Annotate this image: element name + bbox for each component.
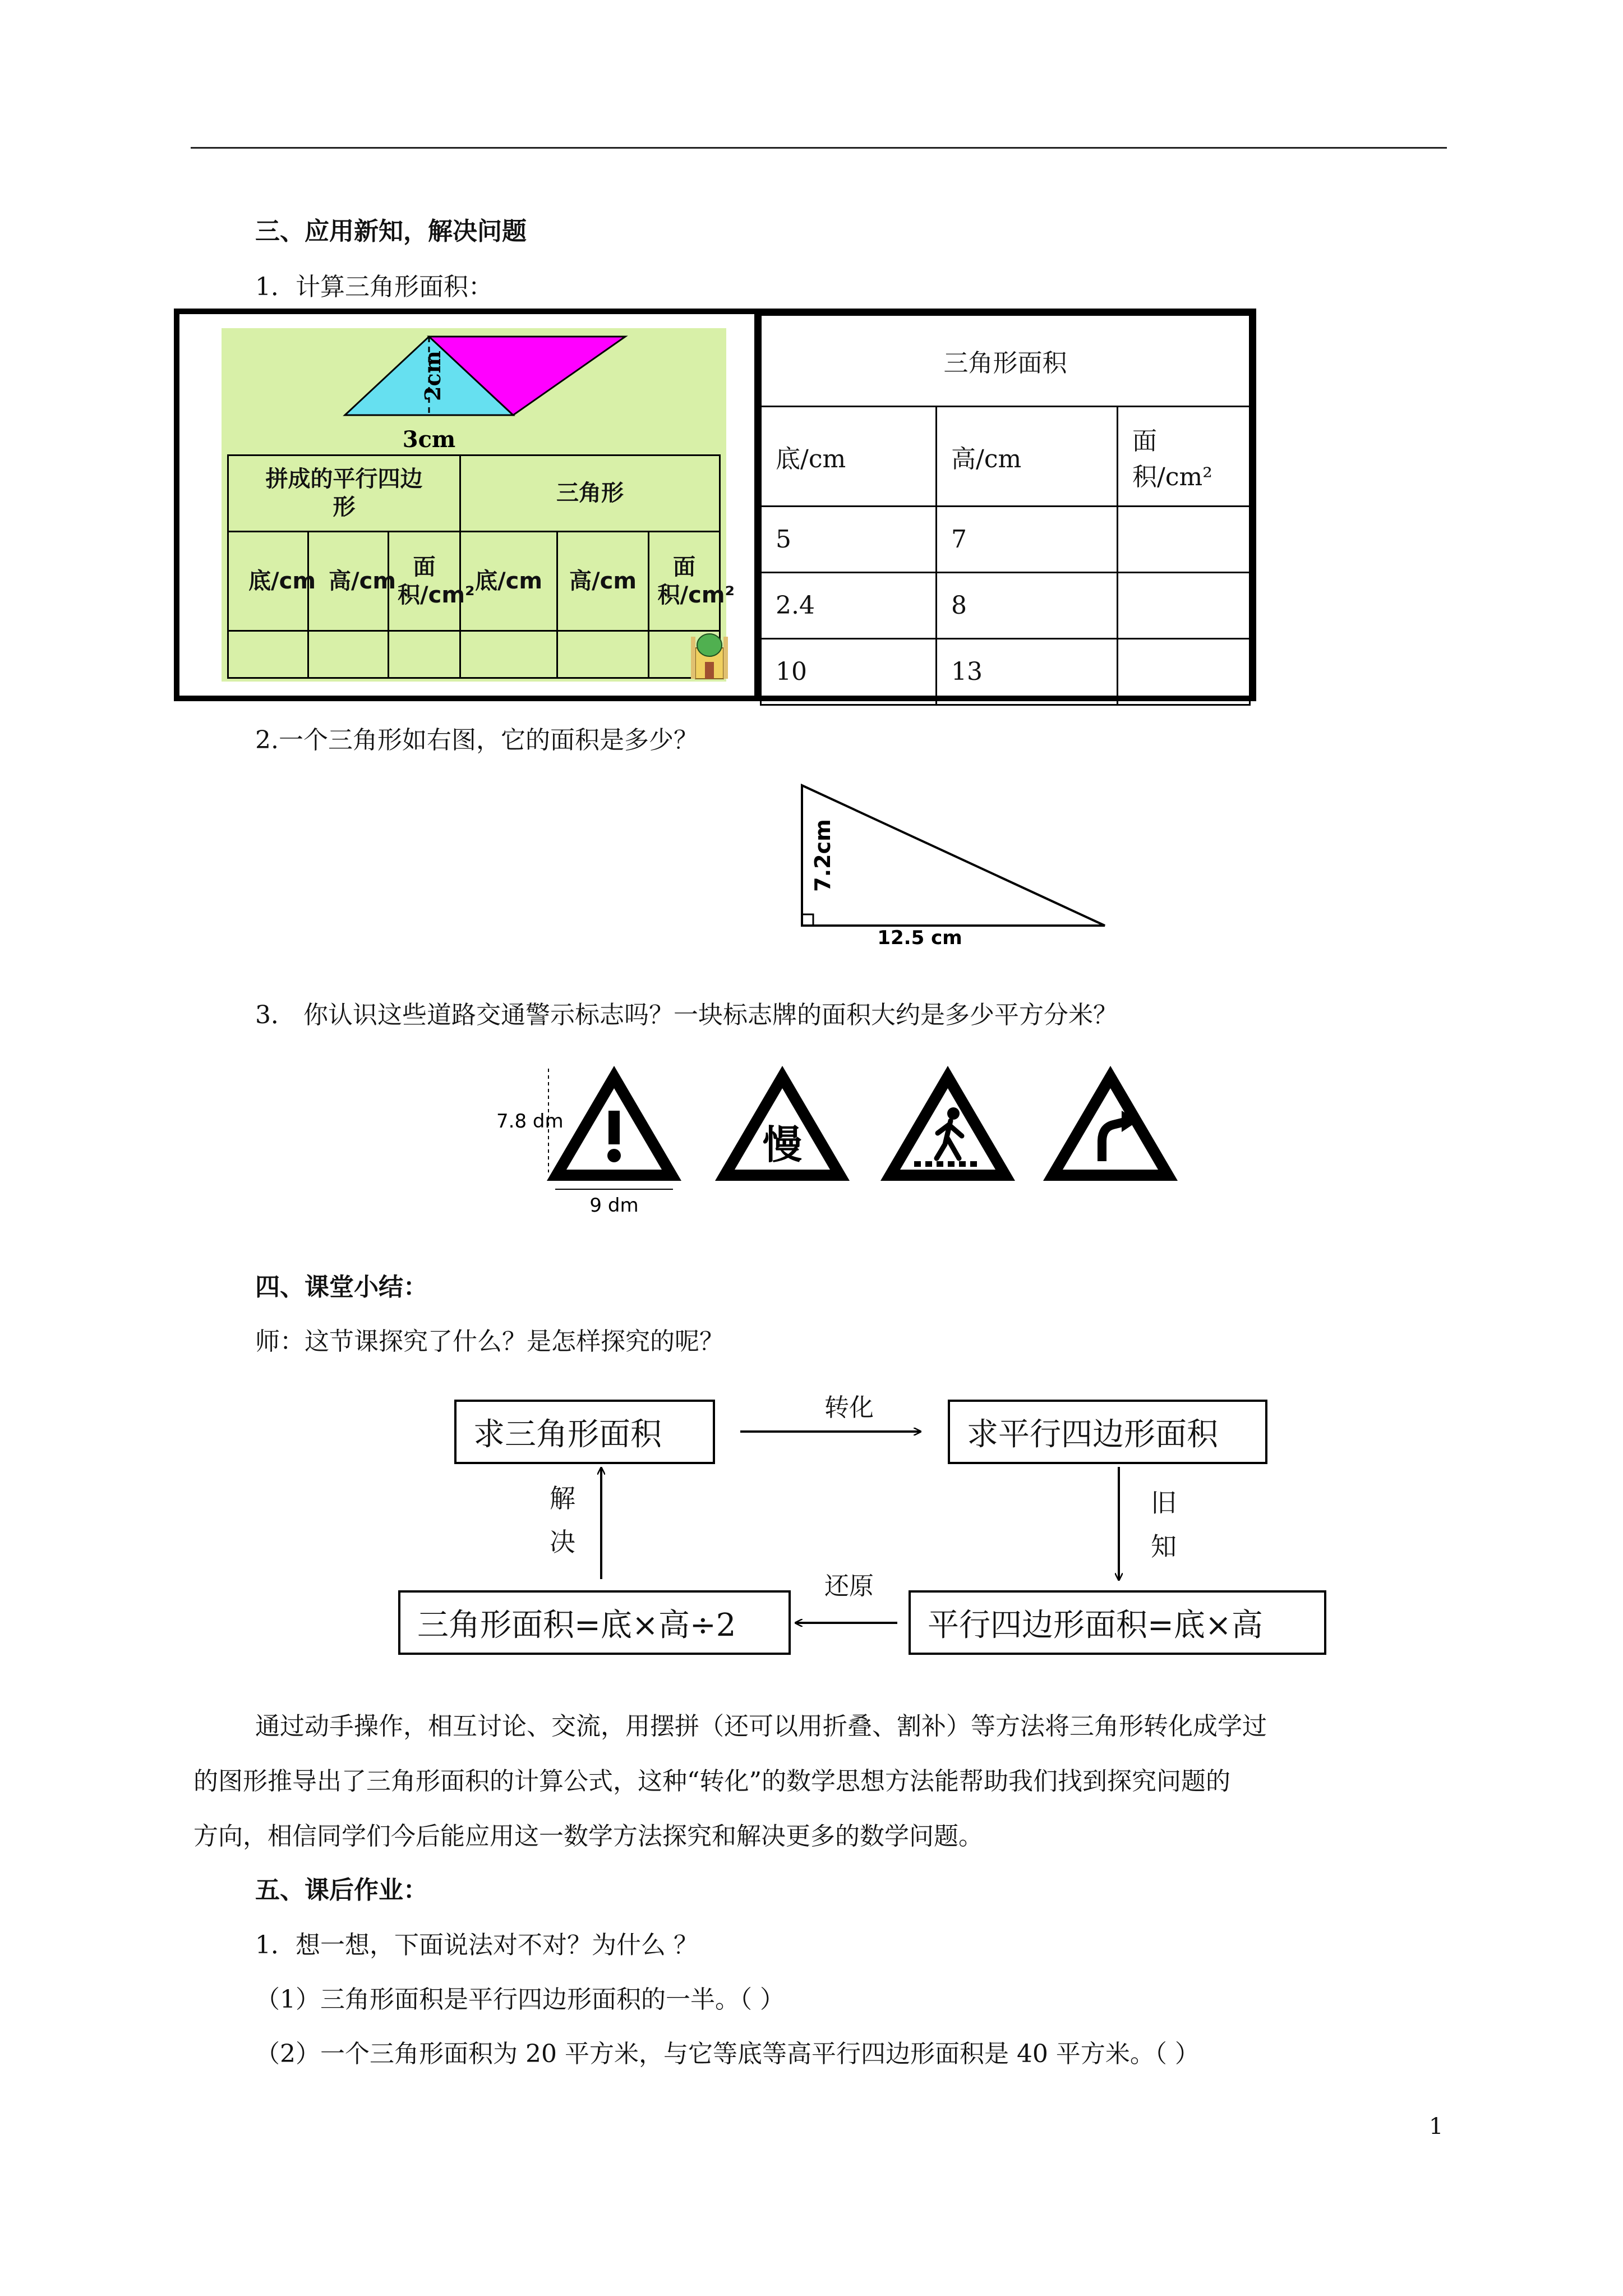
- right-angle-mark: [802, 914, 813, 926]
- exercise1-frame: [174, 309, 1256, 701]
- arrow-label-transform: 转化: [824, 1393, 874, 1422]
- homework-q1: 1．想一想，下面说法对不对？为什么 ？: [255, 1931, 698, 1959]
- warning-pedestrian-crossing-sign-icon: [880, 1066, 1015, 1181]
- flow-box-triangle-area: 求三角形面积: [454, 1400, 715, 1464]
- homework-item1: （1）三角形面积是平行四边形面积的一半。（ ）: [255, 1985, 785, 2014]
- mosque-clipart-icon: [690, 620, 729, 682]
- q3-text: 3． 你认识这些道路交通警示标志吗？一块标志牌的面积大约是多少平方分米？: [255, 1001, 1118, 1029]
- flow-arrows: [0, 1391, 1623, 1660]
- flow-box-parallelogram-formula: 平行四边形面积=底×高: [909, 1590, 1326, 1655]
- col-header: 底/cm: [460, 531, 557, 631]
- table-cell: [1118, 507, 1250, 573]
- right-triangle: [802, 785, 1105, 926]
- table-header: 底/cm: [761, 407, 937, 507]
- col-group-parallelogram: 拼成的平行四边形: [228, 455, 460, 532]
- table-cell: [460, 631, 557, 678]
- height-label: 7.2cm: [810, 819, 835, 892]
- table-cell: [228, 631, 308, 678]
- base-label: 12.5 cm: [877, 927, 962, 945]
- flow-box-parallelogram-area: 求平行四边形面积: [948, 1400, 1267, 1464]
- traffic-signs-figure: [482, 1055, 1189, 1217]
- table-row: [761, 639, 1250, 705]
- table-row: [761, 507, 1250, 573]
- header-rule: [191, 147, 1447, 149]
- teacher-question: 师：这节课探究了什么？是怎样探究的呢？: [255, 1327, 724, 1356]
- sign-base-label: 9 dm: [589, 1194, 639, 1217]
- col-header: 高/cm: [308, 531, 389, 631]
- col-group-triangle: 三角形: [460, 455, 720, 532]
- arrow-label-solve: 解 决: [550, 1483, 575, 1557]
- table-cell: 2.4: [761, 573, 937, 639]
- parallelogram-figure-panel: [179, 314, 760, 696]
- table-cell: 5: [761, 507, 937, 573]
- table-row: [761, 573, 1250, 639]
- section5-heading: 五、课后作业：: [255, 1876, 428, 1904]
- table-cell: 10: [761, 639, 937, 705]
- col-header: 底/cm: [228, 531, 308, 631]
- arrow-label-restore: 还原: [824, 1572, 874, 1600]
- sign-height-label: 7.8 dm: [496, 1110, 564, 1133]
- table-cell: 13: [937, 639, 1118, 705]
- table-cell: 8: [937, 573, 1118, 639]
- table-cell: [1118, 639, 1250, 705]
- height-label: 2cm: [420, 351, 445, 401]
- table-title: 三角形面积: [761, 315, 1250, 407]
- q2-text: 2.一个三角形如右图，它的面积是多少？: [255, 726, 698, 754]
- table-header: 面积/cm²: [1118, 407, 1250, 507]
- base-label: 3cm: [402, 426, 456, 453]
- warning-exclamation-sign-icon: [547, 1066, 681, 1181]
- warning-slow-sign-icon: [715, 1066, 850, 1181]
- green-figure-background: [222, 328, 735, 682]
- warning-curve-road-sign-icon: [1043, 1066, 1178, 1181]
- col-header: 面积/cm²: [389, 531, 460, 631]
- figure-table: [227, 454, 735, 679]
- page-number: 1: [1429, 2114, 1444, 2139]
- arrow-label-old-knowledge: 旧 知: [1151, 1488, 1177, 1562]
- table-cell: [1118, 573, 1250, 639]
- summary-para-line1: 通过动手操作，相互讨论、交流，用摆拼（还可以用折叠、割补）等方法将三角形转化成学过: [255, 1712, 1267, 1741]
- table-cell: [557, 631, 649, 678]
- flow-box-triangle-formula: 三角形面积=底×高÷2: [398, 1590, 791, 1655]
- summary-para-line3: 方向，相信同学们今后能应用这一数学方法探究和解决更多的数学问题。: [193, 1822, 983, 1851]
- table-cell: [389, 631, 460, 678]
- right-triangle-figure: [785, 777, 1122, 945]
- triangle-area-table: [760, 314, 1251, 706]
- slow-char: 慢: [763, 1122, 802, 1168]
- parallelogram-diagram: [222, 328, 726, 457]
- q1-text: 1．计算三角形面积：: [255, 273, 493, 301]
- table-header: 高/cm: [937, 407, 1118, 507]
- col-header: 高/cm: [557, 531, 649, 631]
- section4-heading: 四、课堂小结：: [255, 1273, 428, 1301]
- table-cell: [308, 631, 389, 678]
- table-cell: 7: [937, 507, 1118, 573]
- summary-para-line2: 的图形推导出了三角形面积的计算公式，这种“转化”的数学思想方法能帮助我们找到探究问题的: [193, 1767, 1230, 1796]
- col-header: 面积/cm²: [649, 531, 720, 631]
- homework-item2: （2）一个三角形面积为 20 平方米，与它等底等高平行四边形面积是 40 平方米。（ ）: [255, 2040, 1200, 2068]
- section3-heading: 三、应用新知，解决问题: [255, 217, 527, 246]
